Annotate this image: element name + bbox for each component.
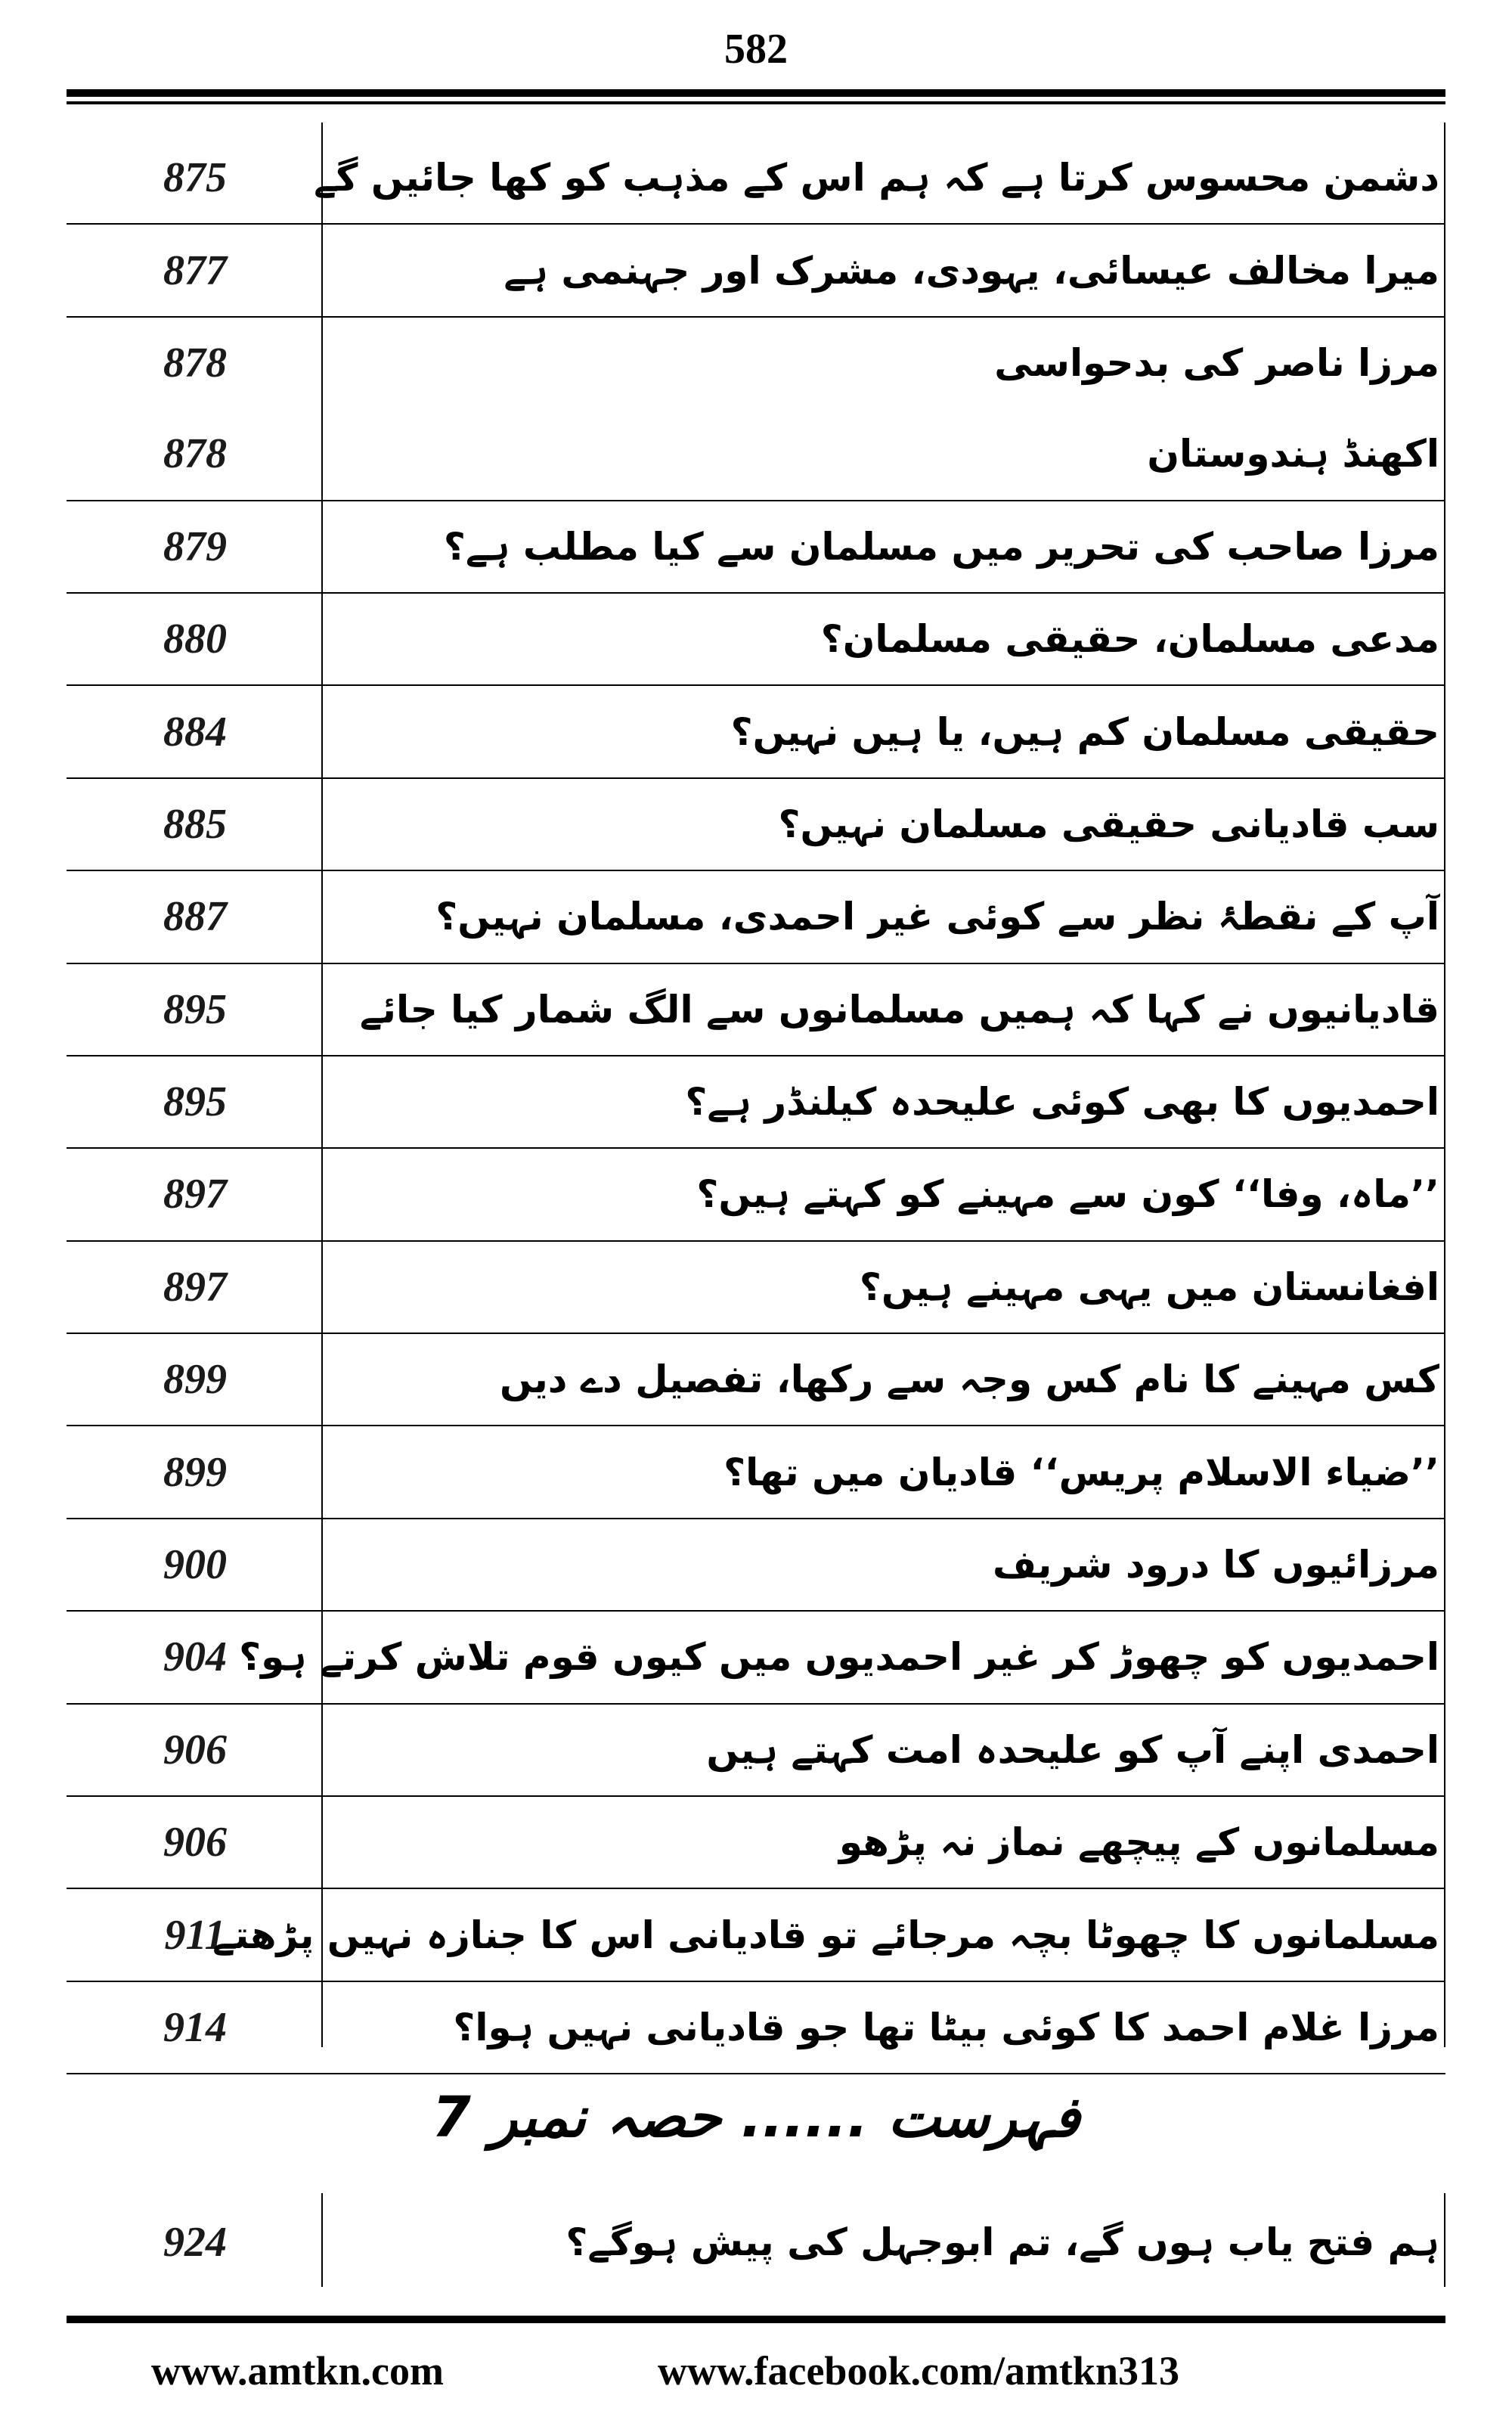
toc-table bbox=[67, 132, 1445, 2074]
toc-page-number: 897 bbox=[163, 1263, 227, 1311]
toc-entry-title: دشمن محسوس کرتا ہے کہ ہم اس کے مذہب کو کھا جائیں گے bbox=[314, 156, 1439, 200]
toc-page-number: 924 bbox=[163, 2219, 227, 2266]
toc-page-number: 895 bbox=[163, 1078, 227, 1126]
section-table bbox=[67, 2197, 1445, 2288]
toc-entry[interactable] bbox=[67, 408, 1445, 501]
toc-entry-title: مرزا ناصر کی بدحواسی bbox=[994, 340, 1439, 385]
toc-page-number: 884 bbox=[163, 708, 227, 755]
toc-entry[interactable] bbox=[67, 1056, 1445, 1149]
toc-entry[interactable] bbox=[67, 225, 1445, 317]
toc-entry-title: مسلمانوں کا چھوٹا بچہ مرجائے تو قادیانی اس کا جنازہ نہیں پڑھتے bbox=[212, 1913, 1439, 1957]
toc-entry[interactable] bbox=[67, 594, 1445, 686]
toc-entry-title: مرزا غلام احمد کا کوئی بیٹا تھا جو قادیانی نہیں ہوا؟ bbox=[453, 2006, 1439, 2049]
footer-facebook-link[interactable]: www.facebook.com/amtkn313 bbox=[658, 2348, 1179, 2394]
toc-entry-title: مرزا صاحب کی تحریر میں مسلمان سے کیا مطلب ہے؟ bbox=[443, 524, 1439, 569]
toc-entry[interactable] bbox=[67, 1519, 1445, 1612]
toc-entry[interactable] bbox=[67, 1242, 1445, 1334]
toc-page-number: 911 bbox=[164, 1911, 226, 1959]
toc-page-number: 906 bbox=[163, 1726, 227, 1773]
toc-entry[interactable] bbox=[67, 501, 1445, 594]
toc-entry[interactable] bbox=[67, 1149, 1445, 1241]
toc-entry-title: مدعی مسلمان، حقیقی مسلمان؟ bbox=[820, 617, 1439, 662]
header-rule-thin bbox=[67, 101, 1445, 104]
footer-website-link[interactable]: www.amtkn.com bbox=[151, 2348, 444, 2394]
toc-page-number: 900 bbox=[163, 1541, 227, 1589]
toc-entry[interactable] bbox=[67, 1797, 1445, 1889]
toc-page-number: 879 bbox=[163, 523, 227, 570]
toc-page-number: 899 bbox=[163, 1448, 227, 1496]
toc-entry[interactable] bbox=[67, 2197, 1445, 2288]
toc-page-number: 885 bbox=[163, 800, 227, 848]
toc-entry-title: میرا مخالف عیسائی، یہودی، مشرک اور جہنمی ہے bbox=[503, 248, 1439, 293]
toc-page-number: 895 bbox=[163, 985, 227, 1033]
toc-entry-title: افغانستان میں یہی مہینے ہیں؟ bbox=[859, 1264, 1439, 1309]
header-rule-thick bbox=[67, 89, 1445, 97]
toc-entry[interactable] bbox=[67, 1889, 1445, 1981]
toc-page-number: 878 bbox=[163, 339, 227, 386]
toc-entry[interactable] bbox=[67, 964, 1445, 1056]
toc-entry-title: اکھنڈ ہندوستان bbox=[1147, 432, 1439, 476]
toc-page-number: 877 bbox=[163, 247, 227, 294]
toc-entry[interactable] bbox=[67, 1334, 1445, 1426]
page-number: 582 bbox=[724, 26, 788, 73]
toc-entry[interactable] bbox=[67, 1612, 1445, 1704]
footer-rule bbox=[67, 2316, 1445, 2323]
toc-entry-title: احمدیوں کو چھوڑ کر غیر احمدیوں میں کیوں قوم تلاش کرتے ہو؟ bbox=[239, 1635, 1439, 1680]
section-heading: فہرست ...... حصہ نمبر 7 bbox=[432, 2085, 1080, 2150]
toc-entry[interactable] bbox=[67, 318, 1445, 408]
toc-entry-title: ’’ضیاء الاسلام پریس‘‘ قادیان میں تھا؟ bbox=[723, 1450, 1439, 1494]
toc-entry[interactable] bbox=[67, 871, 1445, 963]
toc-page-number: 899 bbox=[163, 1356, 227, 1404]
toc-entry-title: مرزائیوں کا درود شریف bbox=[992, 1543, 1439, 1587]
toc-page-number: 887 bbox=[163, 893, 227, 941]
toc-entry-title: سب قادیانی حقیقی مسلمان نہیں؟ bbox=[778, 802, 1439, 846]
toc-entry[interactable] bbox=[67, 1982, 1445, 2074]
toc-entry-title: مسلمانوں کے پیچھے نماز نہ پڑھو bbox=[838, 1820, 1439, 1865]
toc-entry[interactable] bbox=[67, 132, 1445, 225]
toc-page-number: 878 bbox=[163, 430, 227, 478]
toc-page-number: 897 bbox=[163, 1171, 227, 1218]
toc-page-number: 904 bbox=[163, 1634, 227, 1681]
toc-entry-title: حقیقی مسلمان کم ہیں، یا ہیں نہیں؟ bbox=[730, 709, 1439, 754]
toc-entry-title: احمدی اپنے آپ کو علیحدہ امت کہتے ہیں bbox=[706, 1727, 1439, 1772]
toc-entry-title: ’’ماہ، وفا‘‘ کون سے مہینے کو کہتے ہیں؟ bbox=[696, 1172, 1439, 1217]
toc-entry[interactable] bbox=[67, 779, 1445, 871]
toc-entry[interactable] bbox=[67, 1426, 1445, 1519]
toc-page-number: 880 bbox=[163, 616, 227, 663]
toc-entry-title: آپ کے نقطۂ نظر سے کوئی غیر احمدی، مسلمان نہیں؟ bbox=[435, 895, 1439, 939]
toc-entry-title: قادیانیوں نے کہا کہ ہمیں مسلمانوں سے الگ شمار کیا جائے bbox=[359, 987, 1439, 1032]
toc-page-number: 914 bbox=[163, 2004, 227, 2051]
toc-entry[interactable] bbox=[67, 686, 1445, 778]
toc-entry-title: احمدیوں کا بھی کوئی علیحدہ کیلنڈر ہے؟ bbox=[685, 1080, 1439, 1125]
toc-page-number: 906 bbox=[163, 1819, 227, 1866]
toc-entry[interactable] bbox=[67, 1705, 1445, 1797]
toc-page-number: 875 bbox=[163, 154, 227, 202]
toc-entry-title: کس مہینے کا نام کس وجہ سے رکھا، تفصیل دے دیں bbox=[500, 1357, 1439, 1402]
toc-entry-title: ہم فتح یاب ہوں گے، تم ابوجہل کی پیش ہوگے؟ bbox=[565, 2220, 1439, 2265]
